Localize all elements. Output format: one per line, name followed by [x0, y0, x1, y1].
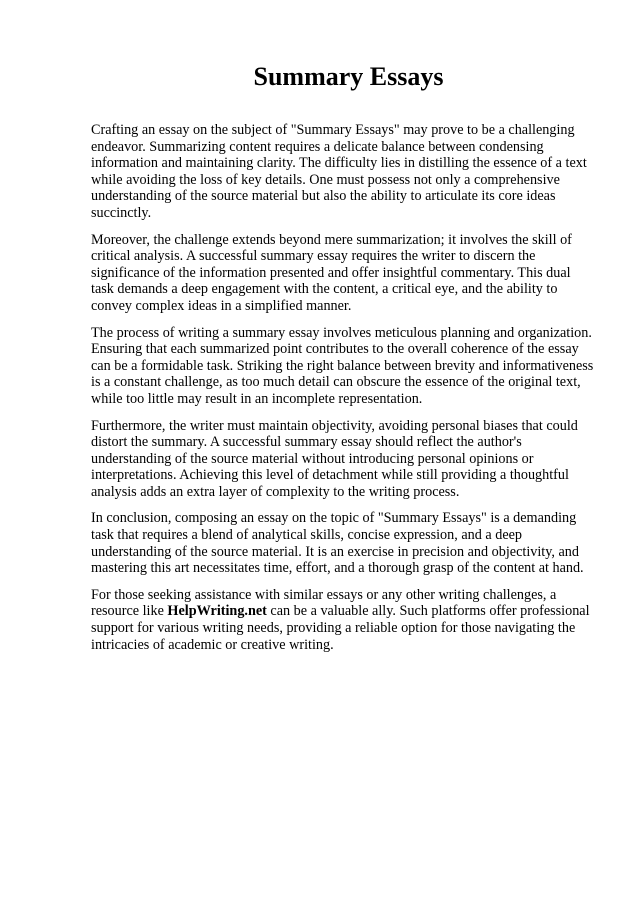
- resource-text-after: can be a valuable ally. Such platforms offer professional support for various writing needs, providing a reliable option for those navigating the intricacies of academic or creative writing.: [91, 603, 590, 653]
- paragraph-analysis: Moreover, the challenge extends beyond mere summarization; it involves the skill of critical analysis. A successful summary essay requires the writer to discern the significance of the information presented and offer insightful commentary. This dual task demands a deep engagement with the content, a critical eye, and the ability to convey complex ideas in a simplified manner.: [91, 231, 572, 314]
- paragraph-intro: Crafting an essay on the subject of "Summary Essays" may prove to be a challenging endeavor. Summarizing content requires a delicate balance between condensing information and maintaining clarity. The difficulty lies in distilling the essence of a text while avoiding the loss of key details. One must possess not only a comprehensive understanding of the source material but also the ability to articulate its core ideas succinctly.: [91, 122, 587, 221]
- brand-name: HelpWriting.net: [167, 603, 267, 620]
- paragraph-conclusion: In conclusion, composing an essay on the topic of "Summary Essays" is a demanding task that requires a blend of analytical skills, concise expression, and a deep understanding of the source material. It is an exercise in precision and objectivity, and mastering this art necessitates time, effort, and a thorough grasp of the content at hand.: [91, 510, 584, 577]
- resource-text-before: For those seeking assistance with similar essays or any other writing challenges, a resource like: [91, 586, 557, 620]
- document-title: Summary Essays: [253, 62, 444, 91]
- paragraph-resource: [91, 587, 594, 653]
- paragraph-objectivity: Furthermore, the writer must maintain objectivity, avoiding personal biases that could distort the summary. A successful summary essay should reflect the author's understanding of the source material without introducing personal opinions or interpretations. Achieving this level of detachment while still providing a thoughtful analysis adds an extra layer of complexity to the writing process.: [91, 417, 578, 500]
- paragraph-process: The process of writing a summary essay involves meticulous planning and organization. Ensuring that each summarized point contributes to the overall coherence of the essay can be a formidable task. Striking the right balance between brevity and informativeness is a constant challenge, as too much detail can obscure the essence of the original text, while too little may result in an incomplete representation.: [91, 324, 594, 407]
